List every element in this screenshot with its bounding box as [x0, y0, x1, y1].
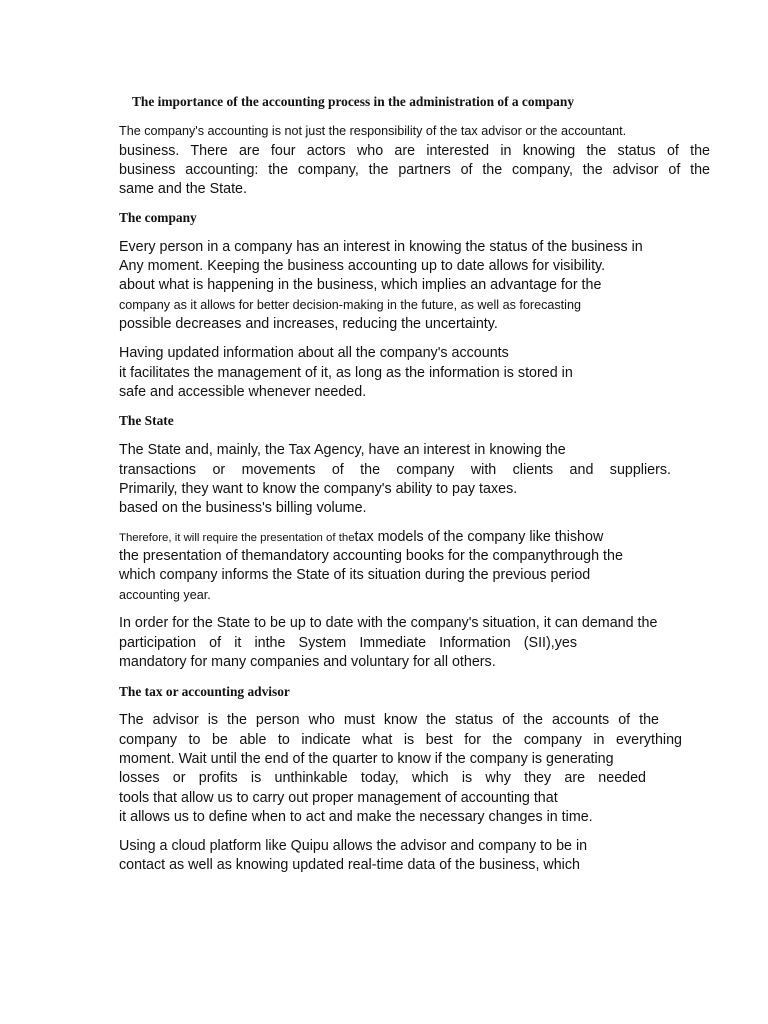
state-p2-line-1-small: Therefore, it will require the presentation of the [119, 532, 355, 544]
intro-line-4: same and the State. [119, 181, 247, 197]
company-p1-line-3: about what is happening in the business, which implies an advantage for the [119, 277, 602, 293]
state-p3-line-3: mandatory for many companies and voluntary for all others. [119, 654, 496, 670]
advisor-p1-line-6: it allows us to define when to act and make the necessary changes in time. [119, 809, 593, 825]
advisor-p2-line-2: contact as well as knowing updated real-time data of the business, which [119, 857, 580, 873]
advisor-p1-line-4: losses or profits is unthinkable today, which is why they are needed [119, 770, 646, 786]
state-p1-line-2: transactions or movements of the company with clients and suppliers. [119, 462, 671, 478]
state-p2-line-2: the presentation of themandatory accounting books for the companythrough the [119, 548, 623, 564]
advisor-p1-line-5: tools that allow us to carry out proper management of accounting that [119, 790, 558, 806]
company-p1-line-1: Every person in a company has an interest in knowing the status of the business in [119, 239, 643, 255]
state-p1-line-3: Primarily, they want to know the company's ability to pay taxes. [119, 481, 518, 497]
state-p2-line-4: accounting year. [119, 588, 211, 602]
company-p1-line-4: company as it allows for better decision-making in the future, as well as forecasting [119, 298, 581, 312]
state-p2-line-1-rest: tax models of the company like thishow [354, 529, 604, 545]
state-p1-line-4: based on the business's billing volume. [119, 500, 367, 516]
intro-line-2: business. There are four actors who are interested in knowing the status of the [119, 143, 710, 159]
company-p2-line-1: Having updated information about all the company's accounts [119, 345, 509, 361]
advisor-p1-line-1: The advisor is the person who must know the status of the accounts of the [119, 712, 659, 728]
intro-line-1: The company's accounting is not just the responsibility of the tax advisor or the accountant. [119, 124, 627, 138]
company-p2-line-2: it facilitates the management of it, as long as the information is stored in [119, 365, 573, 381]
company-p2-line-3: safe and accessible whenever needed. [119, 384, 367, 400]
state-p2-line-3: which company informs the State of its situation during the previous period [119, 567, 591, 583]
state-p1-line-1: The State and, mainly, the Tax Agency, have an interest in knowing the [119, 442, 566, 458]
section-heading-state: The State [119, 413, 174, 428]
state-p2-line-1 [119, 528, 603, 548]
section-heading-company: The company [119, 210, 197, 225]
document-title: The importance of the accounting process in the administration of a company [132, 94, 575, 109]
company-p1-line-5: possible decreases and increases, reducing the uncertainty. [119, 316, 498, 332]
company-p1-line-2: Any moment. Keeping the business accounting up to date allows for visibility. [119, 258, 606, 274]
advisor-p1-line-2: company to be able to indicate what is best for the company in everything [119, 732, 682, 748]
advisor-p1-line-3: moment. Wait until the end of the quarter to know if the company is generating [119, 751, 614, 767]
advisor-p2-line-1: Using a cloud platform like Quipu allows the advisor and company to be in [119, 838, 588, 854]
section-heading-advisor: The tax or accounting advisor [119, 684, 290, 699]
state-p3-line-2: participation of it inthe System Immediate Information (SII),yes [119, 635, 577, 651]
state-p3-line-1: In order for the State to be up to date with the company's situation, it can demand the [119, 615, 658, 631]
intro-line-3: business accounting: the company, the partners of the company, the advisor of the [119, 162, 710, 178]
